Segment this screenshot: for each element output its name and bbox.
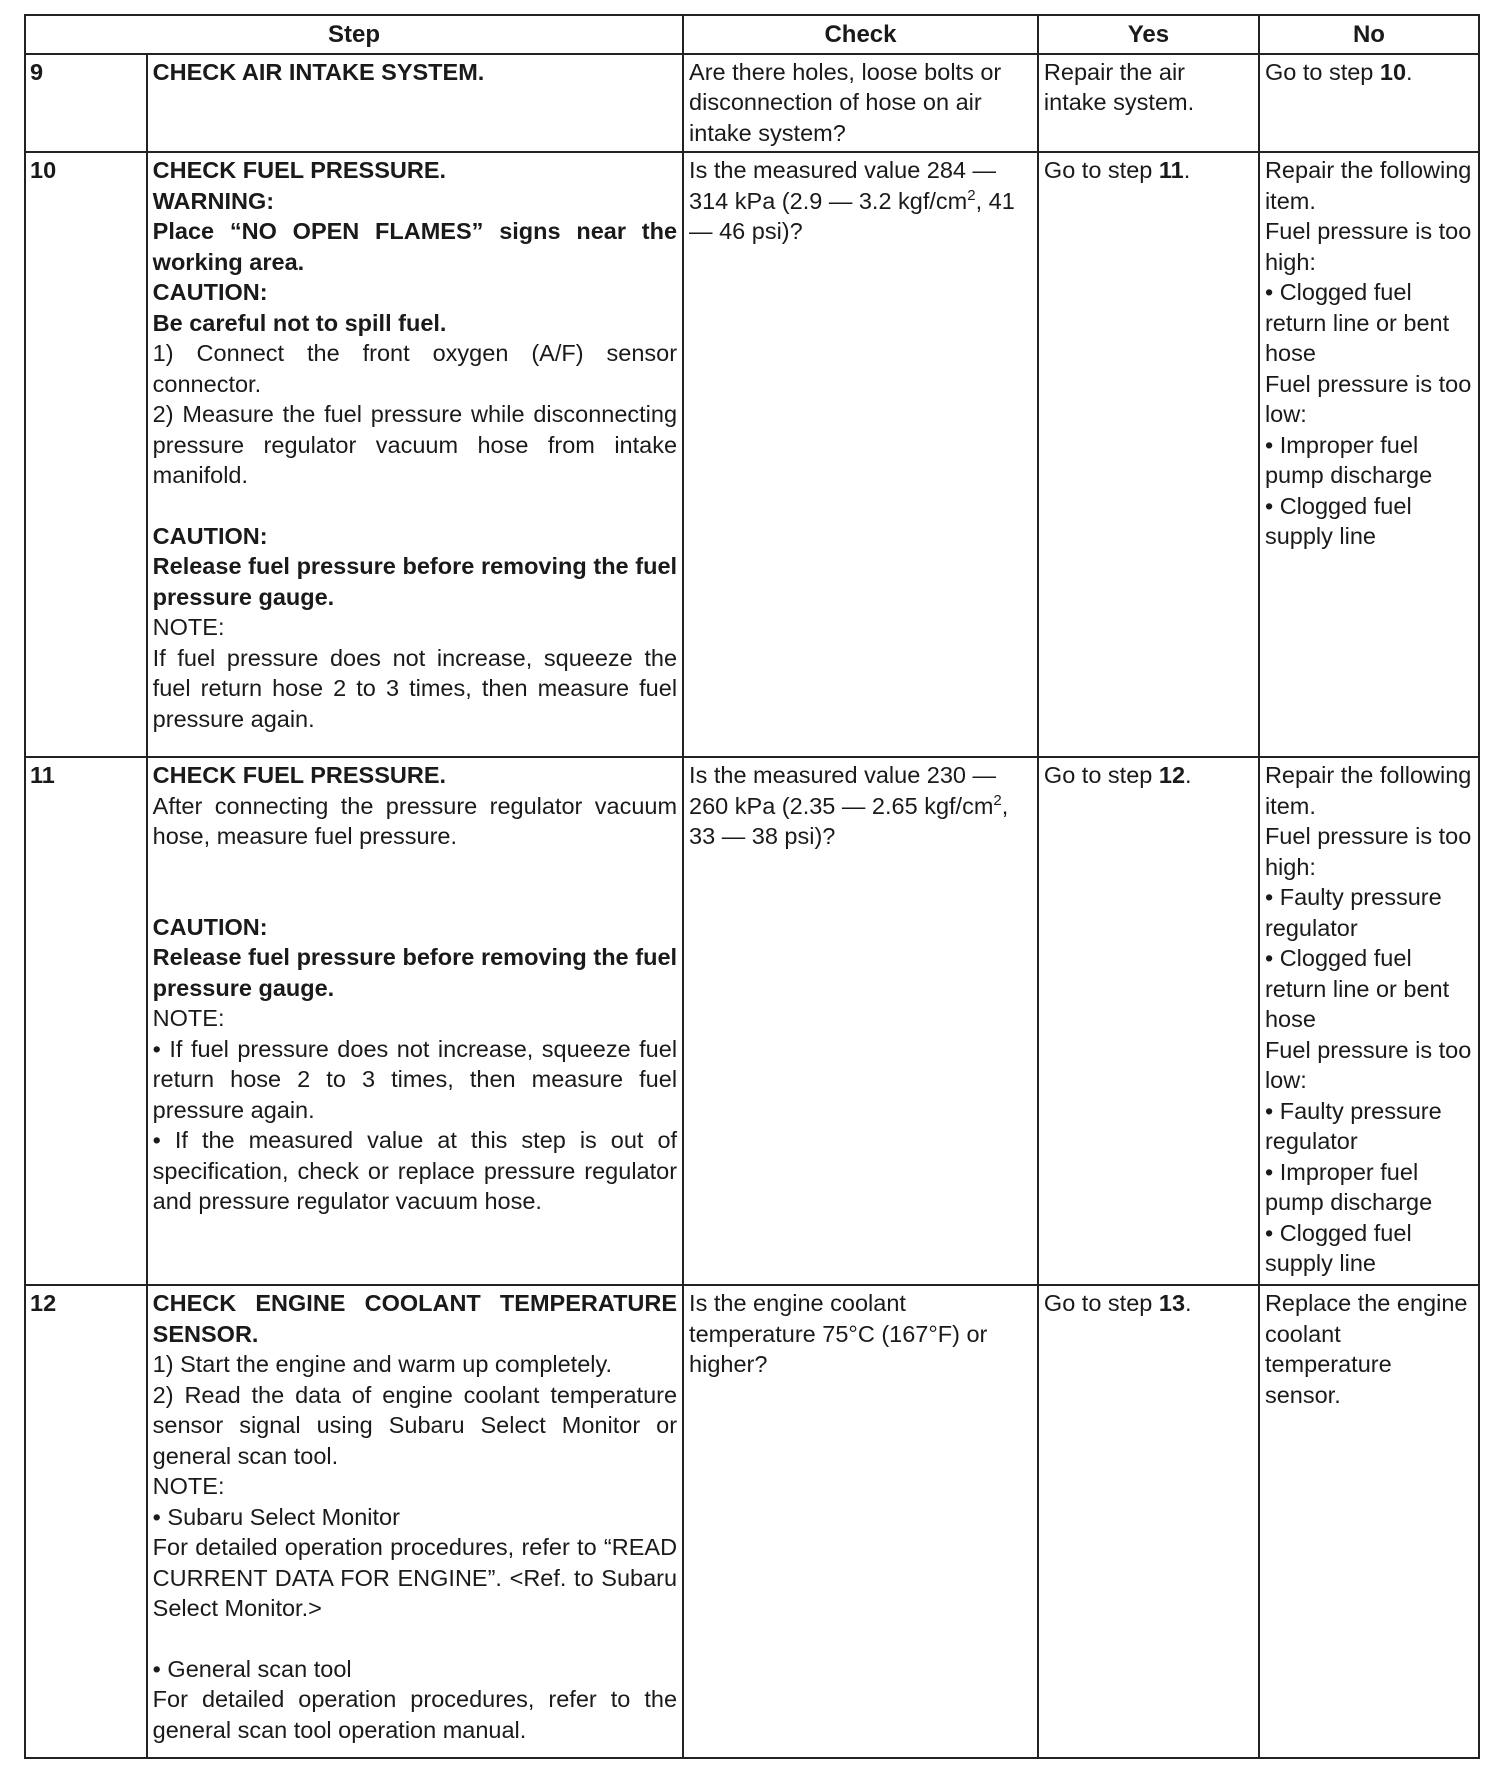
note-label: NOTE: [152, 1473, 225, 1499]
table-row-step-9 [25, 54, 1479, 153]
note-item: • If the measured value at this step is out of specification, check or replace pressure regulator and pressure regulator vacuum hose. [152, 1127, 678, 1214]
yes-cell: Go to step 11. [1038, 152, 1259, 757]
procedure-text: After connecting the pressure regulator vacuum hose, measure fuel pressure. [152, 792, 678, 849]
table-row-step-10 [25, 152, 1479, 757]
step-title: CHECK ENGINE COOLANT TEMPERATURE SENSOR. [152, 1290, 678, 1347]
procedure-step: 2) Measure the fuel pressure while disconnecting pressure regulator vacuum hose from intake manifold. [152, 401, 678, 488]
procedure-step: 1) Connect the front oxygen (A/F) sensor connector. [152, 340, 678, 397]
warning-label: WARNING: [152, 187, 275, 214]
check-cell: Is the measured value 284 — 314 kPa (2.9 — 3.2 kgf/$cm^2$, 41 — 46 psi)? [683, 152, 1038, 757]
note-item: • If fuel pressure does not increase, squeeze fuel return hose 2 to 3 times, then measure fuel pressure again. [152, 1035, 678, 1123]
caution-text: Release fuel pressure before removing the fuel pressure gauge. [152, 944, 678, 1001]
diagnostic-table [24, 14, 1480, 1759]
caution-text: Release fuel pressure before removing the fuel pressure gauge. [152, 553, 678, 610]
yes-cell: Go to step 13. [1038, 1285, 1259, 1758]
caution-text: Be careful not to spill fuel. [152, 309, 447, 336]
header-yes: Yes [1038, 15, 1259, 54]
no-cell: Go to step 10. [1259, 54, 1479, 153]
no-cell: Repair the following item. Fuel pressure is too high: • Faulty pressure regulator • Clogged fuel return line or bent hose Fuel pressure is too low: • Faulty pressure regulator • Improper fuel pump discharge • Clogged fuel supply line [1259, 757, 1479, 1285]
step-reference: 11 [1158, 157, 1184, 183]
check-cell: Is the engine coolant temperature 75°C (167°F) or higher? [683, 1285, 1038, 1758]
check-cell: Is the measured value 230 — 260 kPa (2.35 — 2.65 kgf/$cm^2$, 33 — 38 psi)? [683, 757, 1038, 1285]
step-number: 10 [25, 152, 147, 757]
warning-text: Place “NO OPEN FLAMES” signs near the working area. [152, 218, 678, 275]
caution-label: CAUTION: [152, 279, 268, 305]
caution-label: CAUTION: [152, 522, 268, 549]
note-label: NOTE: [152, 614, 225, 640]
step-number: 12 [25, 1285, 147, 1758]
step-title: CHECK AIR INTAKE SYSTEM. [152, 58, 485, 85]
note-text: For detailed operation procedures, refer to “READ CURRENT DATA FOR ENGINE”. <Ref. to Subaru Select Monitor.> [152, 1534, 678, 1621]
check-cell: Are there holes, loose bolts or disconnection of hose on air intake system? [683, 54, 1038, 153]
step-reference: 12 [1158, 762, 1186, 788]
header-no: No [1259, 15, 1479, 54]
note-label: NOTE: [152, 1005, 225, 1031]
step-reference: 13 [1158, 1290, 1186, 1316]
procedure-step: 1) Start the engine and warm up completely. [152, 1351, 613, 1377]
caution-label: CAUTION: [152, 913, 268, 940]
header-check: Check [683, 15, 1038, 54]
step-cell [147, 54, 683, 153]
step-title: CHECK FUEL PRESSURE. [152, 157, 447, 183]
go-to-text: Go to step [1264, 58, 1380, 85]
yes-cell: Repair the air intake system. [1038, 54, 1259, 153]
no-cell: Repair the following item. Fuel pressure is too high: • Clogged fuel return line or bent hose Fuel pressure is too low: • Improper fuel pump discharge • Clogged fuel supply line [1259, 152, 1479, 757]
note-item: • General scan tool [152, 1655, 352, 1682]
table-row-step-11 [25, 757, 1479, 1285]
note-text: If fuel pressure does not increase, squeeze the fuel return hose 2 to 3 times, then measure fuel pressure again. [152, 644, 678, 732]
no-cell: Replace the engine coolant temperature sensor. [1259, 1285, 1479, 1758]
note-item: • Subaru Select Monitor [152, 1503, 400, 1530]
step-cell [147, 1285, 683, 1758]
note-text: For detailed operation procedures, refer to the general scan tool operation manual. [152, 1686, 678, 1743]
step-number: 11 [25, 757, 147, 1285]
yes-cell: Go to step 12. [1038, 757, 1259, 1285]
header-step: Step [25, 15, 683, 54]
step-cell [147, 152, 683, 757]
table-header-row [25, 15, 1479, 54]
step-number: 9 [25, 54, 147, 153]
step-title: CHECK FUEL PRESSURE. [152, 762, 447, 788]
step-reference: 10 [1379, 58, 1407, 85]
table-row-step-12 [25, 1285, 1479, 1758]
step-cell [147, 757, 683, 1285]
procedure-step: 2) Read the data of engine coolant temperature sensor signal using Subaru Select Monitor or general scan tool. [152, 1381, 678, 1469]
